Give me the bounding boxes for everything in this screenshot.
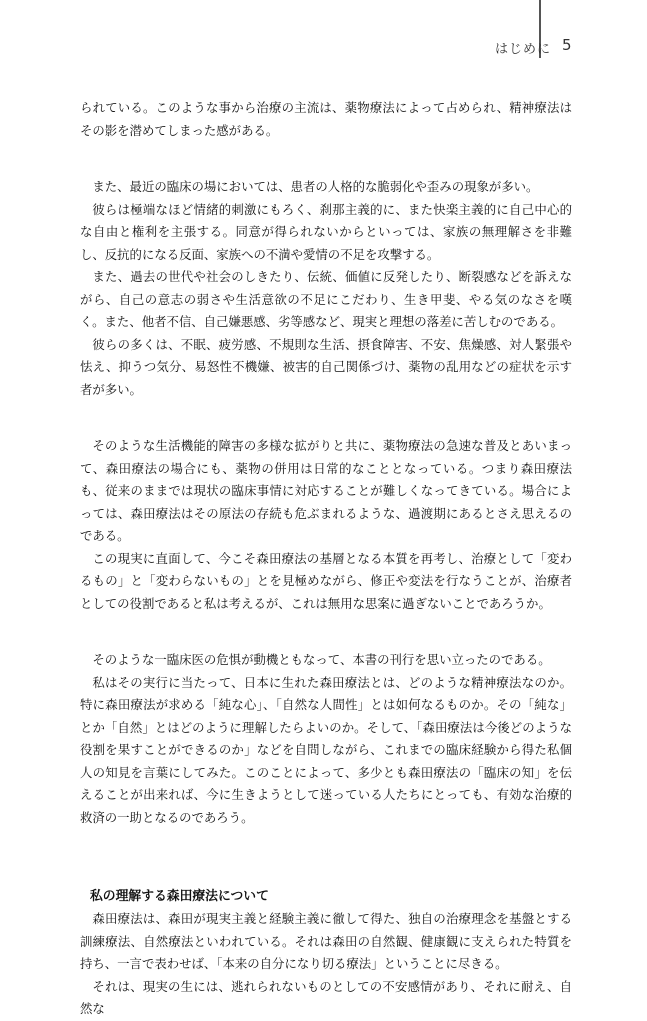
paragraph: また、最近の臨床の場においては、患者の人格的な脆弱化や歪みの現象が多い。 bbox=[92, 179, 539, 194]
paragraph: 彼らの多くは、不眠、疲労感、不規則な生活、摂食障害、不安、焦燥感、対人緊張や怯え、抑うつ気分、易怒性不機嫌、被害的自己関係づけ、薬物の乱用などの症状を示す者が多い。 bbox=[80, 336, 572, 397]
running-header: はじめに bbox=[494, 42, 551, 57]
paragraph: 森田療法は、森田が現実主義と経験主義に徹して得た、独自の治療理念を基盤とする訓練療法、自然療法といわれている。それは森田の自然観、健康観に支えられた特質を持ち、一言で表わせば、「本来の自分になり切る療法」ということに尽きる。 bbox=[80, 911, 572, 971]
paragraph: 彼らは極端なほど情緒的刺激にもろく、刹那主義的に、また快楽主義的に自己中心的な自由と権利を主張する。同意が得られないからといっては、家族の無理解さを非難し、反抗的になる反面、家族への不満や愛情の不足を攻撃する。 bbox=[80, 201, 572, 262]
paragraph: この現実に直面して、今こそ森田療法の基層となる本質を再考し、治療として「変わるもの」と「変わらないもの」とを見極めながら、修正や変法を行なうことが、治療者としての役割であると私は考えるが、これは無用な思案に過ぎないことであろうか。 bbox=[80, 550, 572, 611]
paragraph: 私はその実行に当たって、日本に生れた森田療法とは、どのような精神療法なのか。特に森田療法が求める「純な心」、「自然な人間性」とは如何なるものか。その「純な」とか「自然」とはどのように理解したらよいのか。そして、「森田療法は今後どのような役割を果すことができるのか」などを自問しながら、これまでの臨床経験から得た私個人の知見を言葉にしてみた。このことによって、多少とも森田療法の「臨床の知」を伝えることが出来れば、今に生きようとして迷っている人たちにとっても、有効な治療的救済の一助となるのであろう。 bbox=[80, 674, 572, 825]
paragraph: そのような一臨床医の危惧が動機ともなって、本書の刊行を思い立ったのである。 bbox=[92, 652, 551, 667]
paragraph: そのような生活機能的障害の多様な拡がりと共に、薬物療法の急速な普及とあいまって、森田療法の場合にも、薬物の併用は日常的なこととなっている。つまり森田療法も、従来のままでは現状の臨床事情に対応することが難しくなってきている。場合によっては、森田療法はその原法の存続も危ぶまれるような、過渡期にあるとさえ思えるのである。 bbox=[80, 438, 572, 543]
paragraph: られている。このような事から治療の主流は、薬物療法によって占められ、精神療法はその影を潜めてしまった感がある。 bbox=[80, 100, 572, 138]
paragraph: また、過去の世代や社会のしきたり、伝統、価値に反発したり、断裂感などを訴えながら、自己の意志の弱さや生活意欲の不足にこだわり、生き甲斐、やる気のなさを嘆く。また、他者不信、自己嫌悪感、劣等感など、現実と理想の落差に苦しむのである。 bbox=[80, 269, 572, 329]
body-text bbox=[80, 97, 572, 1021]
section-heading: 私の理解する森田療法について bbox=[90, 888, 269, 904]
page-number: 5 bbox=[562, 36, 572, 54]
paragraph: それは、現実の生には、逃れられないものとしての不安感情があり、それに耐え、自然な bbox=[80, 978, 572, 1016]
